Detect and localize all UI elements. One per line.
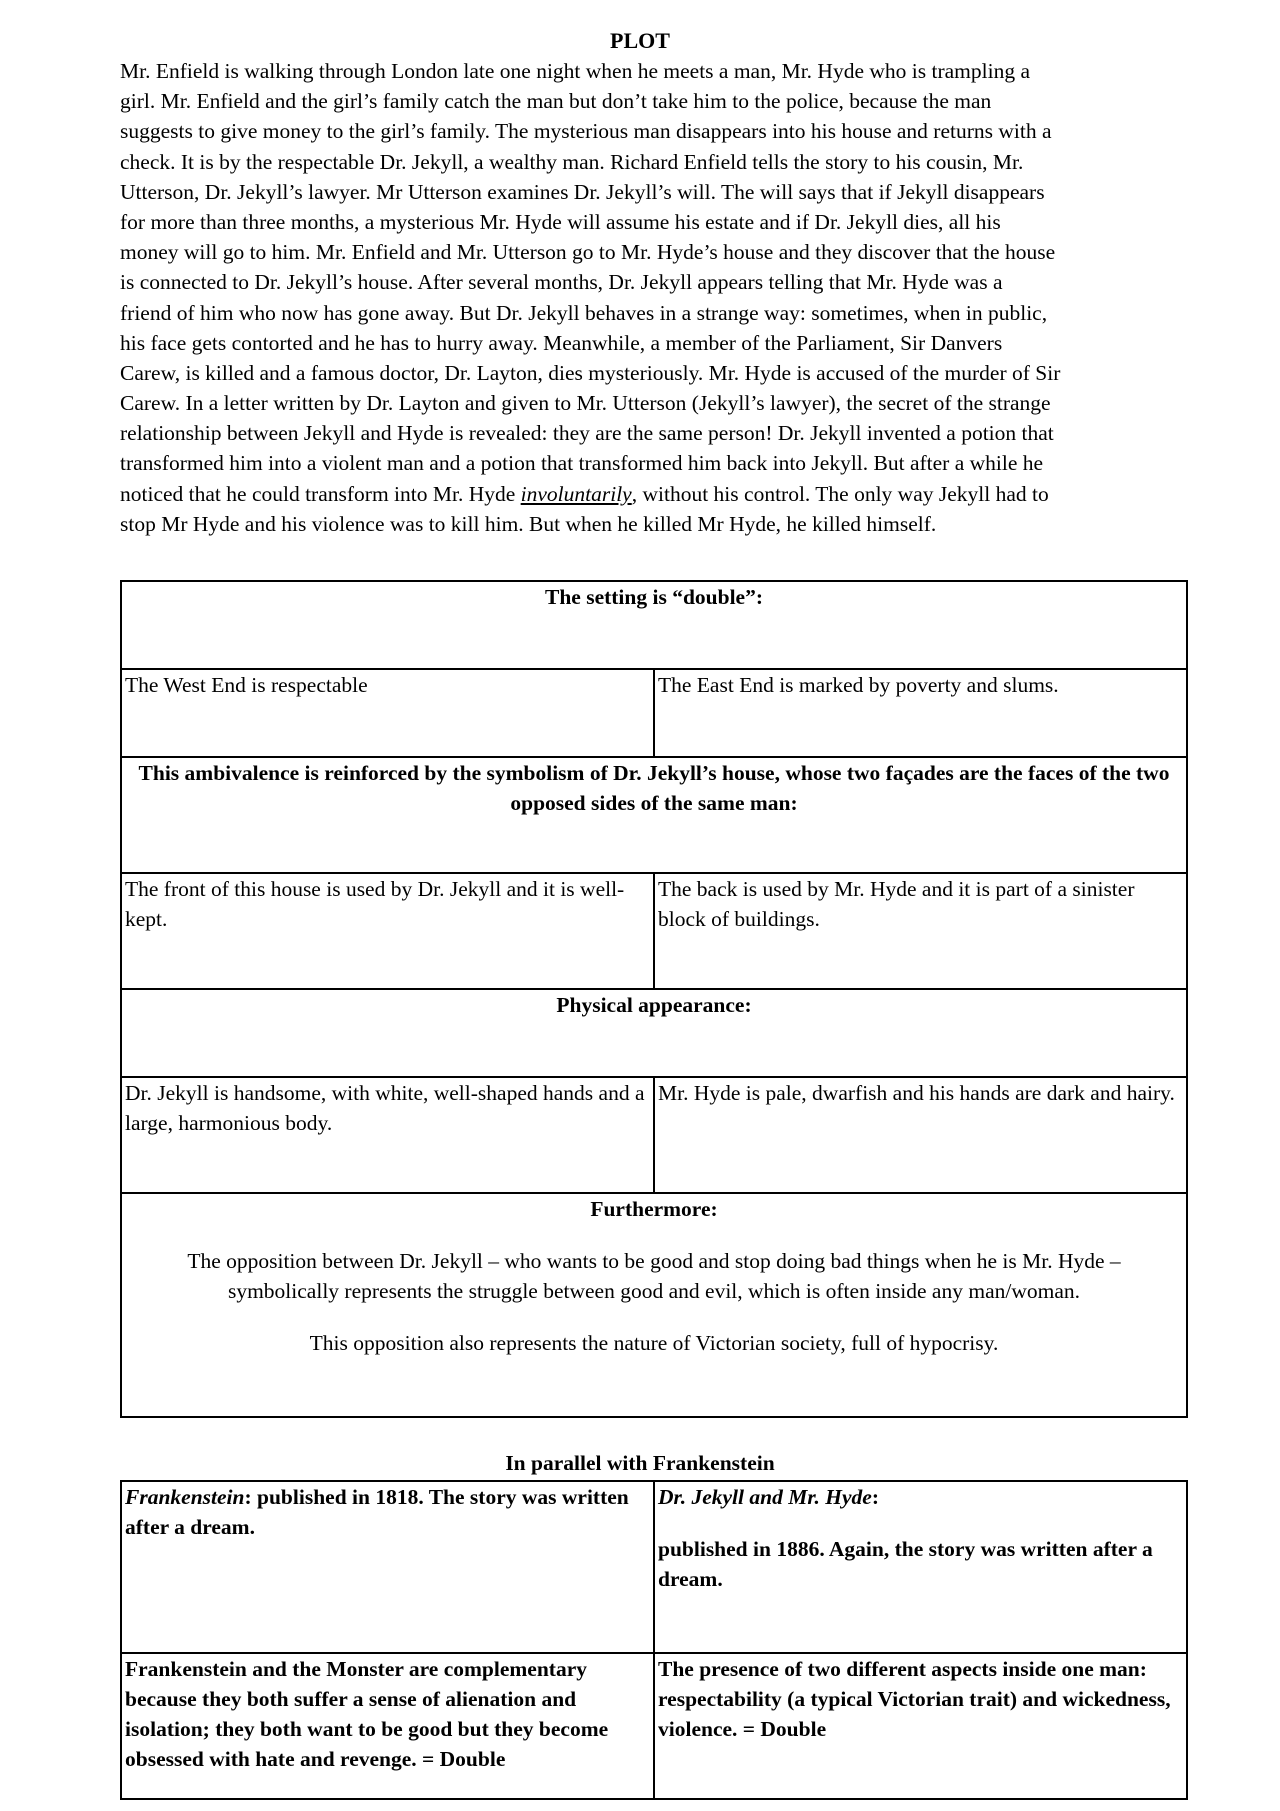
jekyll-hyde-publication-cell (654, 1481, 1187, 1653)
furthermore-cell (121, 1193, 1187, 1417)
jekyll-appearance-cell: Dr. Jekyll is handsome, with white, well-shaped hands and a large, harmonious body. (121, 1077, 654, 1193)
jekyll-hyde-theme-cell: The presence of two different aspects inside one man: respectability (a typical Victorian trait) and wickedness, violence. = Double (654, 1653, 1187, 1799)
plot-line: suggests to give money to the girl’s family. The mysterious man disappears into his house and returns with a (120, 119, 1052, 144)
emphasized-word: involuntarily (520, 481, 632, 506)
plot-line (120, 479, 1172, 509)
plot-paragraph (120, 56, 1172, 539)
house-back-cell: The back is used by Mr. Hyde and it is part of a sinister block of buildings. (654, 873, 1187, 989)
plot-title: PLOT (610, 28, 670, 53)
furthermore-paragraph: This opposition also represents the nature of Victorian society, full of hypocrisy. (309, 1331, 999, 1355)
plot-line: for more than three months, a mysterious Mr. Hyde will assume his estate and if Dr. Jekyll dies, all his (120, 209, 1001, 234)
plot-text: noticed that he could transform into Mr. Hyde (120, 481, 521, 506)
setting-heading: The setting is “double”: (121, 581, 1187, 669)
ambivalence-heading: This ambivalence is reinforced by the symbolism of Dr. Jekyll’s house, whose two façades are the faces of the two opposed sides of the same man: (121, 757, 1187, 873)
plot-line: check. It is by the respectable Dr. Jekyll, a wealthy man. Richard Enfield tells the story to his cousin, Mr. (120, 149, 1024, 174)
plot-line: Utterson, Dr. Jekyll’s lawyer. Mr Utterson examines Dr. Jekyll’s will. The will says that if Jekyll disappears (120, 179, 1045, 204)
frankenstein-theme-cell: Frankenstein and the Monster are complementary because they both suffer a sense of alienation and isolation; they both want to be good but they become obsessed with hate and revenge. = Double (121, 1653, 654, 1799)
plot-line: his face gets contorted and he has to hurry away. Meanwhile, a member of the Parliament, Sir Danvers (120, 330, 1003, 355)
frankenstein-publication-text: : published in 1818. The story was written after a dream. (125, 1485, 629, 1539)
setting-table (120, 580, 1188, 1418)
title-colon: : (871, 1485, 879, 1509)
furthermore-paragraph: The opposition between Dr. Jekyll – who wants to be good and stop doing bad things when he is Mr. Hyde – symbolically represents the struggle between good and evil, which is often inside any man/woman. (187, 1249, 1121, 1303)
spacer (658, 1512, 1183, 1534)
plot-line: stop Mr Hyde and his violence was to kill him. But when he killed Mr Hyde, he killed himself. (120, 511, 937, 536)
parallel-title: In parallel with Frankenstein (505, 1451, 775, 1475)
hyde-appearance-cell: Mr. Hyde is pale, dwarfish and his hands are dark and hairy. (654, 1077, 1187, 1193)
physical-appearance-heading: Physical appearance: (121, 989, 1187, 1077)
house-front-cell: The front of this house is used by Dr. Jekyll and it is well-kept. (121, 873, 654, 989)
plot-line: Carew. In a letter written by Dr. Layton and given to Mr. Utterson (Jekyll’s lawyer), the secret of the strange (120, 391, 1051, 416)
plot-line: money will go to him. Mr. Enfield and Mr. Utterson go to Mr. Hyde’s house and they discover that the house (120, 240, 1056, 265)
plot-line: Carew, is killed and a famous doctor, Dr. Layton, dies mysteriously. Mr. Hyde is accused of the murder of Sir (120, 360, 1061, 385)
plot-line: girl. Mr. Enfield and the girl’s family catch the man but don’t take him to the police, because the man (120, 89, 992, 114)
parallel-table (120, 1480, 1188, 1800)
frankenstein-publication-cell (121, 1481, 654, 1653)
plot-text: , without his control. The only way Jekyll had to (631, 481, 1049, 506)
east-end-cell: The East End is marked by poverty and slums. (654, 669, 1187, 757)
west-end-cell: The West End is respectable (121, 669, 654, 757)
frankenstein-title: Frankenstein (125, 1485, 245, 1509)
furthermore-heading: Furthermore: (590, 1197, 718, 1221)
plot-line: relationship between Jekyll and Hyde is revealed: they are the same person! Dr. Jekyll invented a potion that (120, 421, 1054, 446)
jekyll-hyde-publication-text: published in 1886. Again, the story was written after a dream. (658, 1537, 1153, 1591)
jekyll-hyde-title: Dr. Jekyll and Mr. Hyde (658, 1485, 872, 1509)
plot-line: Mr. Enfield is walking through London late one night when he meets a man, Mr. Hyde who is trampling a (120, 59, 1031, 83)
plot-line: is connected to Dr. Jekyll’s house. After several months, Dr. Jekyll appears telling that Mr. Hyde was a (120, 270, 1003, 295)
plot-line: friend of him who now has gone away. But Dr. Jekyll behaves in a strange way: sometimes, when in public, (120, 300, 1048, 325)
plot-line: transformed him into a violent man and a potion that transformed him back into Jekyll. But after a while he (120, 451, 1044, 476)
